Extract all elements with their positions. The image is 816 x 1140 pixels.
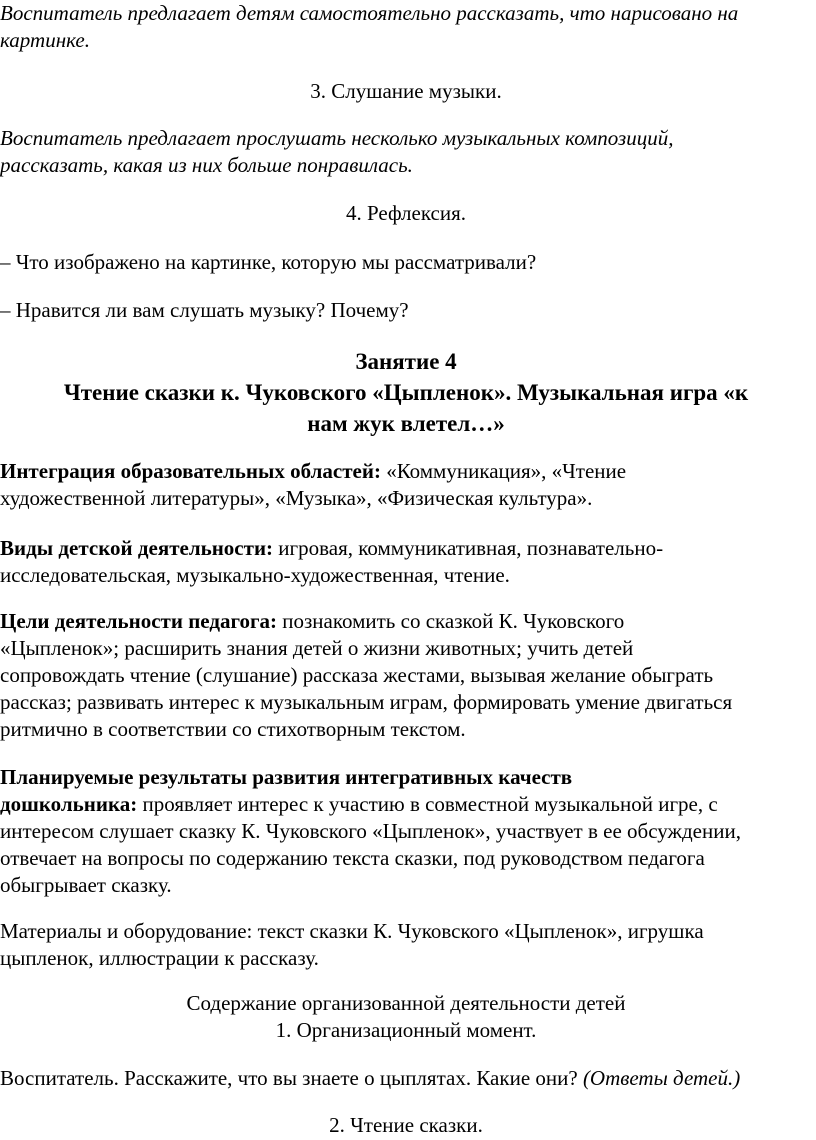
teacher-question: Воспитатель. Расскажите, что вы знаете о цыплятах. Какие они? (0, 1066, 578, 1090)
integration-line-2: художественной литературы», «Музыка», «Физическая культура». (0, 486, 593, 510)
goals-label: Цели деятельности педагога: (0, 609, 278, 633)
intro-line-2: картинке. (0, 28, 90, 52)
results-line-5: обыгрывает сказку. (0, 873, 172, 897)
results-label-line-2: дошкольника: (0, 792, 138, 816)
integration-label: Интеграция образовательных областей: (0, 459, 381, 483)
step3-line-2: рассказать, какая из них больше понравилась. (0, 153, 413, 177)
content-step-1: 1. Организационный момент. (275, 1018, 537, 1042)
content-step-2: 2. Чтение сказки. (329, 1113, 483, 1137)
results-label-line-1: Планируемые результаты развития интегративных качеств (0, 765, 573, 789)
results-line-2 (0, 791, 812, 818)
goals-line-5: ритмично в соответствии со стихотворным текстом. (0, 717, 466, 741)
activities-label: Виды детской деятельности: (0, 536, 274, 560)
results-line-4: отвечает на вопросы по содержанию текста сказки, под руководством педагога (0, 846, 705, 870)
integration-text-1: «Коммуникация», «Чтение (386, 459, 627, 483)
results-text-2: проявляет интерес к участию в совместной музыкальной игре, с (142, 792, 718, 816)
activities-line-2: исследовательская, музыкально-художественная, чтение. (0, 563, 510, 587)
step3-line-1: Воспитатель предлагает прослушать несколько музыкальных композиций, (0, 126, 674, 150)
reflection-question-2: – Нравится ли вам слушать музыку? Почему? (0, 298, 409, 322)
materials-line-1: Материалы и оборудование: текст сказки К. Чуковского «Цыпленок», игрушка (0, 919, 704, 943)
lesson-title-line-2: нам жук влетел…» (307, 411, 505, 436)
materials-line-2: цыпленок, иллюстрации к рассказу. (0, 946, 319, 970)
step4-heading: 4. Рефлексия. (345, 201, 466, 225)
goals-text-1: познакомить со сказкой К. Чуковского (282, 609, 625, 633)
activities-text-1: игровая, коммуникативная, познавательно- (278, 536, 664, 560)
goals-line-2: «Цыпленок»; расширить знания детей о жизни животных; учить детей (0, 636, 634, 660)
step3-heading: 3. Слушание музыки. (310, 79, 502, 103)
reflection-question-1: – Что изображено на картинке, которую мы рассматривали? (0, 250, 537, 274)
activities-line-1 (0, 535, 812, 562)
teacher-question-line (0, 1065, 812, 1092)
lesson-number: Занятие 4 (355, 349, 457, 374)
goals-line-4: рассказ; развивать интерес к музыкальным играм, формировать умение двигаться (0, 690, 733, 714)
goals-line-3: сопровождать чтение (слушание) рассказа жестами, вызывая желание обыграть (0, 663, 714, 687)
children-answer: (Ответы детей.) (582, 1066, 741, 1090)
intro-line-1: Воспитатель предлагает детям самостоятельно рассказать, что нарисовано на (0, 1, 739, 25)
lesson-title-line-1: Чтение сказки к. Чуковского «Цыпленок». Музыкальная игра «к (63, 380, 749, 405)
integration-line-1 (0, 458, 812, 485)
results-line-3: интересом слушает сказку К. Чуковского «Цыпленок», участвует в ее обсуждении, (0, 819, 741, 843)
content-heading: Содержание организованной деятельности детей (186, 991, 626, 1015)
goals-line-1 (0, 608, 812, 635)
